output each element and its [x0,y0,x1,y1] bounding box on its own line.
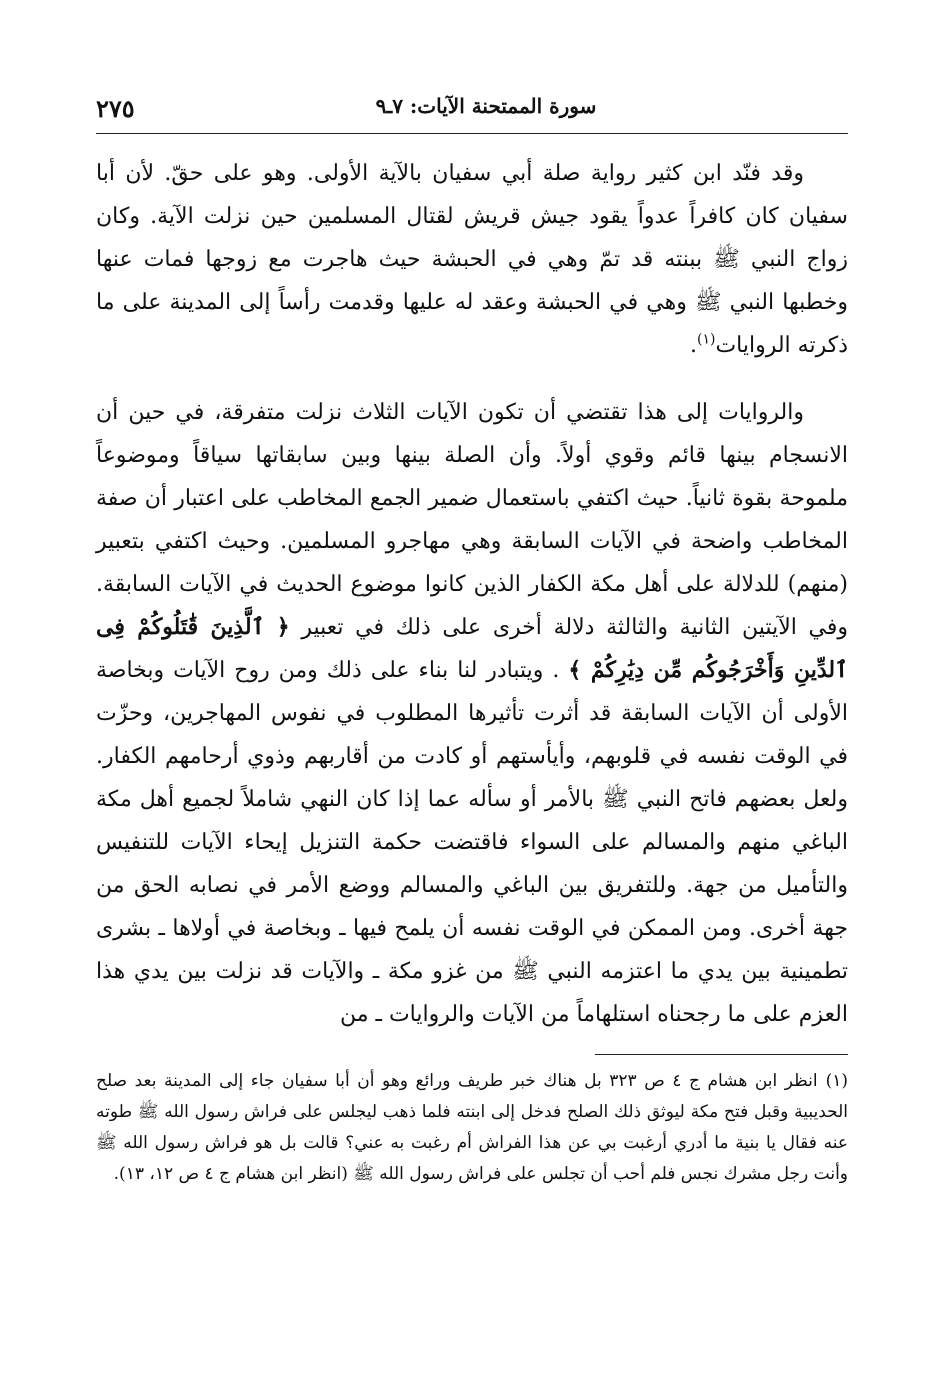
paragraph-1-end: . [689,333,697,358]
footnote-text: انظر ابن هشام ج ٤ ص ٣٢٣ بل هناك خبر طريف ورائع وهو أن أبا سفيان جاء إلى المدينة بعد صلح الحديبية وقبل فتح مكة ليوثق ذلك الصلح فدخل إلى ابنته فلما ذهب ليجلس على فراش رسول الله ﷺ طوته عنه فقال يا بنية ما أدري أرغبت بي عن هذا الفراش أم رغبت به عني؟ قالت بل هو فراش رسول الله ﷺ وأنت رجل مشرك نجس فلم أحب أن تجلس على فراش رسول الله ﷺ (انظر ابن هشام ج ٤ ص ١٢، ١٣). [96,1071,848,1184]
running-title: سورة الممتحنة الآيات: ٧ـ٩ [375,94,597,118]
footnote-divider [595,1054,848,1055]
footnote-number: (١) [825,1071,848,1091]
footnote-reference: (١) [696,331,716,348]
page-header [96,92,848,128]
footnote [96,1066,848,1190]
quran-quote: ﴿ ٱلَّذِينَ قَٰتَلُوكُمْ فِى ٱلدِّينِ وَأَخْرَجُوكُم مِّن دِيَٰرِكُمْ ﴾ [96,614,848,683]
paragraph-2-part2: . ويتبادر لنا بناء على ذلك ومن روح الآيات وبخاصة الأولى أن الآيات السابقة قد أثرت تأثيرها المطلوب في نفوس المهاجرين، وحزّت في الوقت نفسه في قلوبهم، وأيأستهم أو كادت من أقاربهم وذوي أرحامهم الكفار. ولعل بعضهم فاتح النبي ﷺ بالأمر أو سأله عما إذا كان النهي شاملاً لجميع أهل مكة الباغي منهم والمسالم على السواء فاقتضت حكمة التنزيل إيحاء الآيات للتنفيس والتأميل من جهة. وللتفريق بين الباغي والمسالم ووضع الأمر في نصابه الحق من جهة أخرى. ومن الممكن في الوقت نفسه أن يلمح فيها ـ وبخاصة في أولاها ـ بشرى تطمينية بين يدي ما اعتزمه النبي ﷺ من غزو مكة ـ والآيات قد نزلت بين يدي هذا العزم على ما رجحناه استلهاماً من الآيات والروايات ـ من [96,658,848,1027]
paragraph-1 [96,152,848,367]
paragraph-2-part1: والروايات إلى هذا تقتضي أن تكون الآيات الثلاث نزلت متفرقة، في حين أن الانسجام بينها قائم وقوي أولاً. وأن الصلة بينها وبين سابقاتها سياقاً وموضوعاً ملموحة بقوة ثانياً. حيث اكتفي باستعمال ضمير الجمع المخاطب على اعتبار أن صفة المخاطب واضحة في الآيات السابقة وهي مهاجرو المسلمين. وحيث اكتفي بتعبير (منهم) للدلالة على أهل مكة الكفار الذين كانوا موضوع الحديث في الآيات السابقة. وفي الآيتين الثانية والثالثة دلالة أخرى على ذلك في تعبير [96,400,848,640]
paragraph-1-text: وقد فنّد ابن كثير رواية صلة أبي سفيان بالآية الأولى. وهو على حقّ. لأن أبا سفيان كان كافراً عدواً يقود جيش قريش لقتال المسلمين حين نزلت الآية. وكان زواج النبي ﷺ ببنته قد تمّ وهي في الحبشة حيث هاجرت مع زوجها فمات عنها وخطبها النبي ﷺ وهي في الحبشة وعقد له عليها وقدمت رأساً إلى المدينة على ما ذكرته الروايات [96,161,848,358]
header-divider [96,133,848,134]
main-text [96,152,848,1036]
paragraph-2 [96,391,848,1036]
page-number: ٢٧٥ [96,94,135,123]
